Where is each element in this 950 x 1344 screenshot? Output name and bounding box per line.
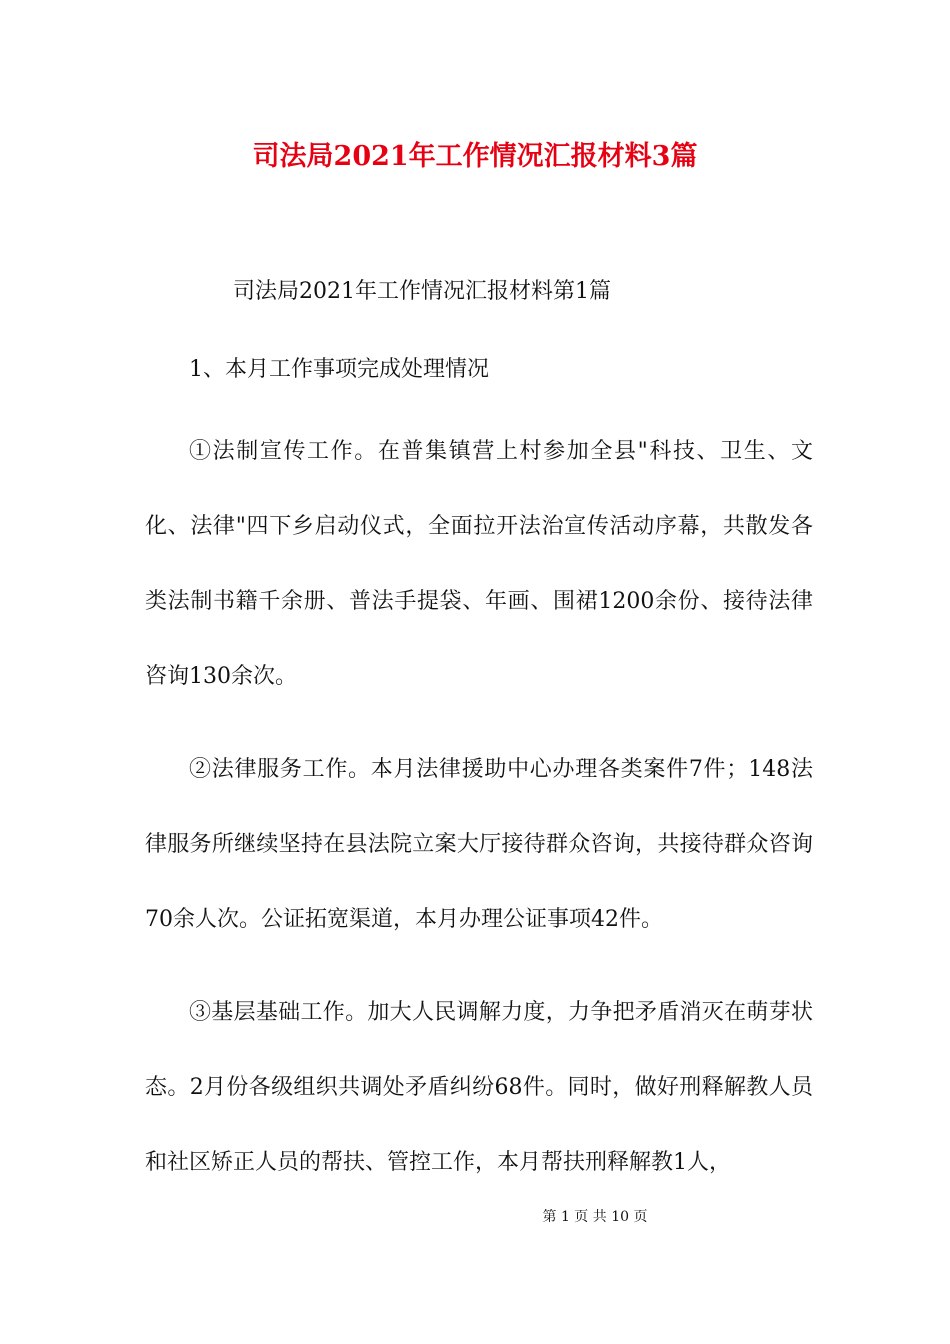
document-body: [145, 262, 813, 1200]
paragraph-legal-services: ②法律服务工作。本月法律援助中心办理各类案件7件；148法律服务所继续坚持在县法院立案大厅接待群众咨询，共接待群众咨询70余人次。公证拓宽渠道，本月办理公证事项42件。: [145, 757, 813, 932]
section-heading: 1、本月工作事项完成处理情况: [189, 357, 489, 382]
page-number-footer: 第 1 页 共 10 页: [542, 1209, 648, 1225]
paragraph-legal-publicity: ①法制宣传工作。在普集镇营上村参加全县"科技、卫生、文化、法律"四下乡启动仪式，全面拉开法治宣传活动序幕，共散发各类法制书籍千余册、普法手提袋、年画、围裙1200余份、接待法律咨询130余次。: [145, 439, 813, 689]
document-title: 司法局2021年工作情况汇报材料3篇: [252, 141, 698, 172]
paragraph-grassroots-work: ③基层基础工作。加大人民调解力度，力争把矛盾消灭在萌芽状态。2月份各级组织共调处矛盾纠纷68件。同时，做好刑释解教人员和社区矫正人员的帮扶、管控工作，本月帮扶刑释解教1人，: [145, 1000, 813, 1175]
article-subtitle: 司法局2021年工作情况汇报材料第1篇: [233, 279, 611, 304]
